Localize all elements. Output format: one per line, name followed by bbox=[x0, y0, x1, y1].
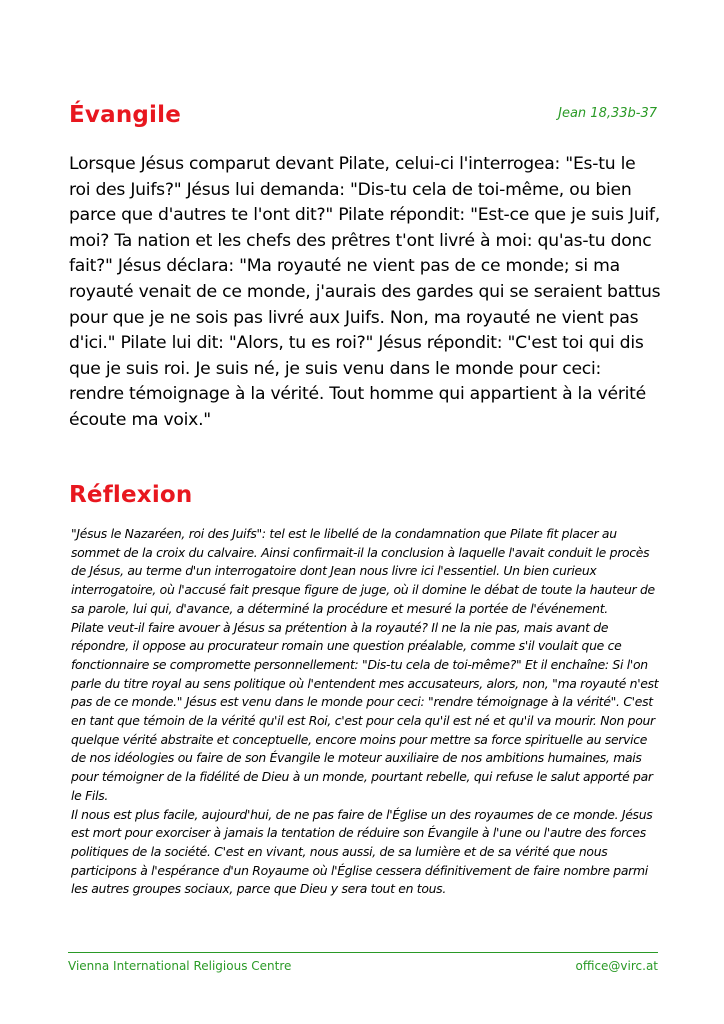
footer-organization: Vienna International Religious Centre bbox=[68, 959, 292, 973]
reflection-paragraph: Il nous est plus facile, aujourd'hui, de ne pas faire de l'Église un des royaumes de ce monde. Jésus est mort pour exorciser à jamais la tentation de réduire son Évangile à l'une ou l'autre des forces politiques de la société. C'est en vivant, nous aussi, de sa lumière et de sa vérité que nous participons à l'espérance d'un Royaume où l'Église cessera définitivement de faire nombre parmi les autres groupes sociaux, parce que Dieu y sera tout en tous. bbox=[71, 806, 653, 897]
reflection-paragraph: Pilate veut-il faire avouer à Jésus sa prétention à la royauté? Il ne la nie pas, mais avant de répondre, il oppose au procurateur romain une question préalable, comme s'il voulait que ce fonctionnaire se compromette personnellement: "Dis-tu cela de toi-même?" Et il enchaîne: Si l'on parle du titre royal au sens politique où l'entendent mes accusateurs, alors, non, "ma royauté n'est pas de ce monde." Jésus est venu dans le monde pour ceci: "rendre témoignage à la vérité". C'est en tant que témoin de la vérité qu'il est Roi, c'est pour cela qu'il est né et qu'il va mourir. Non pour quelque vérité abstraite et conceptuelle, encore moins pour mettre sa force spirituelle au service de nos idéologies ou faire de son Évangile le moteur auxiliaire de nos ambitions humaines, mais pour témoigner de la fidélité de Dieu à un monde, pourtant rebelle, qui refuse le salut apporté par le Fils. bbox=[71, 619, 659, 803]
gospel-heading: Évangile bbox=[69, 102, 182, 128]
gospel-reference: Jean 18,33b-37 bbox=[558, 106, 657, 121]
reflection-paragraph: "Jésus le Nazaréen, roi des Juifs": tel est le libellé de la condamnation que Pilate fit placer au sommet de la croix du calvaire. Ainsi confirmait-il la conclusion à laquelle l'avait conduit le procès de Jésus, au terme d'un interrogatoire dont Jean nous livre ici l'essentiel. Un bien curieux interrogatoire, où l'accusé fait presque figure de juge, où il domine le débat de toute la hauteur de sa parole, lui qui, d'avance, a déterminé la procédure et mesuré la portée de l'événement. bbox=[71, 526, 655, 616]
reflection-header bbox=[69, 480, 193, 510]
reflection-text bbox=[71, 525, 663, 899]
footer-email: office@virc.at bbox=[575, 959, 658, 973]
gospel-header bbox=[69, 100, 657, 134]
gospel-text: Lorsque Jésus comparut devant Pilate, celui-ci l'interrogea: "Es-tu le roi des Juifs?" Jésus lui demanda: "Dis-tu cela de toi-même, ou bien parce que d'autres te l'ont dit?" Pilate répondit: "Est-ce que je suis Juif, moi? Ta nation et les chefs des prêtres t'ont livré à moi: qu'as-tu donc fait?" Jésus déclara: "Ma royauté ne vient pas de ce monde; si ma royauté venait de ce monde, j'aurais des gardes qui se seraient battus pour que je ne sois pas livré aux Juifs. Non, ma royauté ne vient pas d'ici." Pilate lui dit: "Alors, tu es roi?" Jésus répondit: "C'est toi qui dis que je suis roi. Je suis né, je suis venu dans le monde pour ceci: rendre témoignage à la vérité. Tout homme qui appartient à la vérité écoute ma voix." bbox=[69, 154, 661, 430]
reflection-heading: Réflexion bbox=[69, 482, 193, 508]
footer bbox=[68, 957, 658, 975]
footer-divider bbox=[68, 952, 658, 953]
